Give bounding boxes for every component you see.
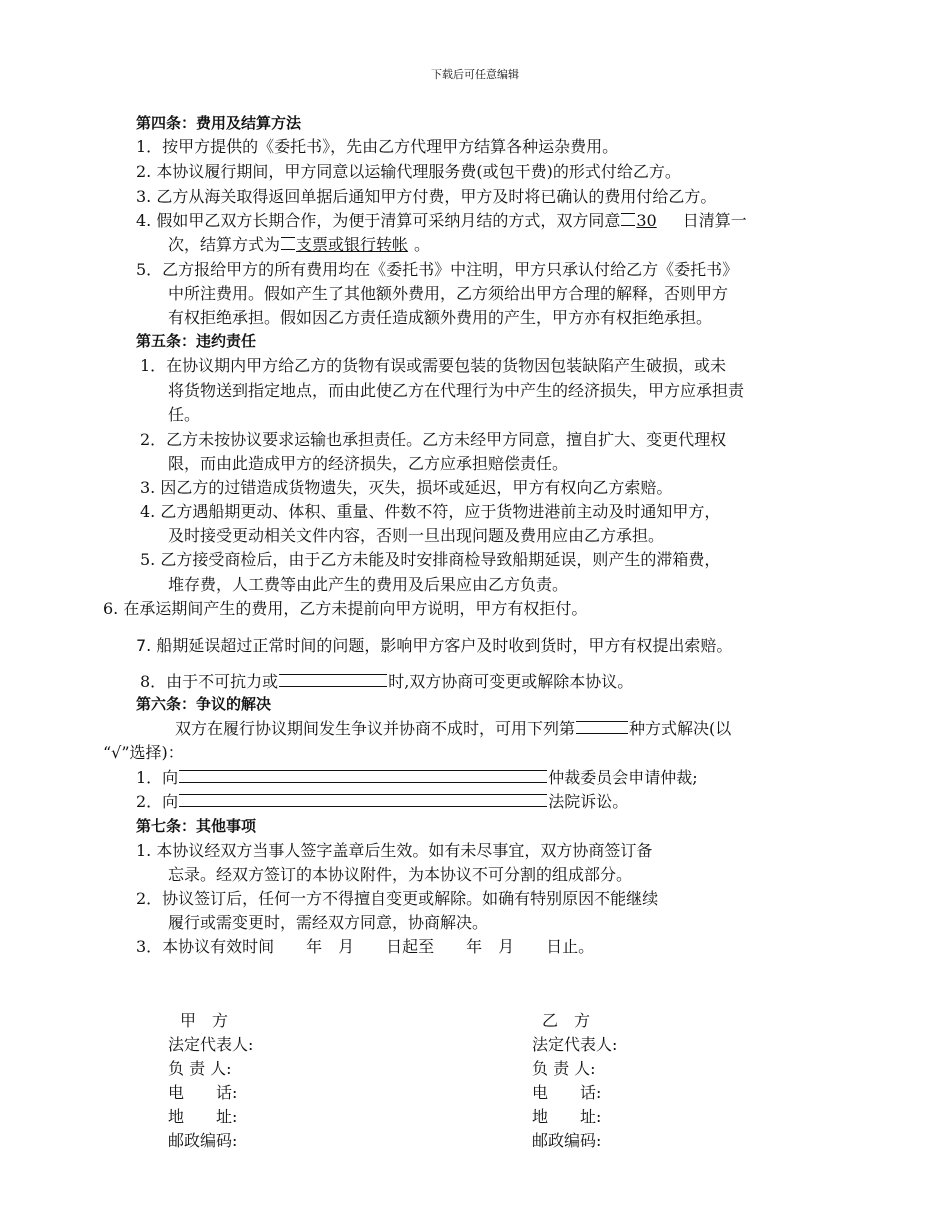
article-6-option-1: [136, 767, 698, 789]
blank-fill: [179, 770, 547, 783]
article-5-item-5-line-2: 堆存费，人工费等由此产生的费用及后果应由乙方负责。: [168, 575, 569, 594]
party-a-legal-rep: 法定代表人:: [168, 1035, 254, 1054]
article-5-item-4-line-2: 及时接受更动相关文件内容，否则一旦出现问题及费用应由乙方承担。: [168, 526, 665, 545]
article-5-item-8: [140, 671, 633, 693]
article-7-item-2: 2．协议签订后，任何一方不得擅自变更或解除。如确有特别原因不能继续: [136, 889, 659, 908]
party-b-postcode: 邮政编码:: [532, 1131, 602, 1150]
article-5-item-6: 6. 在承运期间产生的费用，乙方未提前向甲方说明，甲方有权拒付。: [103, 599, 588, 618]
party-a-responsible: 负 责 人:: [168, 1059, 232, 1078]
article-5-item-8-text-a: 8．由于不可抗力或: [140, 672, 279, 691]
party-b-phone: 电 话:: [532, 1083, 602, 1102]
article-6-option-1-text-a: 1．向: [136, 768, 179, 787]
blank-fill: [179, 794, 547, 807]
party-a-title: 甲 方: [180, 1011, 229, 1030]
party-b-address: 地 址:: [532, 1107, 602, 1126]
article-7-title: 第七条：其他事项: [136, 817, 257, 835]
article-4-item-4: [136, 210, 747, 232]
party-b-title: 乙 方: [542, 1011, 591, 1030]
article-5-item-5: 5. 乙方接受商检后，由于乙方未能及时安排商检导致船期延误，则产生的滞箱费，: [140, 550, 721, 569]
article-6-option-2: [136, 791, 628, 813]
blank-fill: [279, 674, 387, 687]
article-5-item-2-line-2: 限，而由此造成甲方的经济损失，乙方应承担赔偿责任。: [168, 454, 569, 473]
settlement-method-value: 支票或银行转帐: [296, 235, 409, 254]
article-5-item-1: 1．在协议期内甲方给乙方的货物有误或需要包装的货物因包装缺陷产生破损，或未: [140, 356, 727, 375]
blank-fill: [576, 721, 628, 734]
article-4-item-5-line-2: 中所注费用。假如产生了其他额外费用，乙方须给出甲方合理的解释，否则甲方: [168, 284, 729, 303]
article-7-item-1-line-2: 忘录。经双方签订的本协议附件，为本协议不可分割的组成部分。: [168, 865, 633, 884]
article-4-item-1: 1．按甲方提供的《委托书》，先由乙方代理甲方结算各种运杂费用。: [136, 137, 619, 156]
settlement-days-value: 30: [636, 211, 657, 230]
article-5-title: 第五条：违约责任: [136, 332, 257, 350]
article-6-option-1-text-b: 仲裁委员会申请仲裁;: [548, 768, 698, 787]
party-a-address: 地 址:: [168, 1107, 238, 1126]
article-5-item-1-line-2: 将货物送到指定地点，而由此使乙方在代理行为中产生的经济损失，甲方应承担责: [168, 381, 745, 400]
article-6-title: 第六条：争议的解决: [136, 695, 272, 713]
article-4-item-5: 5．乙方报给甲方的所有费用均在《委托书》中注明，甲方只承认付给乙方《委托书》: [136, 260, 739, 279]
article-6-paragraph: [175, 718, 731, 740]
party-a-phone: 电 话:: [168, 1083, 238, 1102]
article-5-item-4: 4. 乙方遇船期更动、体积、重量、件数不符，应于货物进港前主动及时通知甲方，: [140, 502, 721, 521]
article-5-item-7-text-a: 7. 船期延误超过正常时间的问题: [136, 636, 365, 655]
article-7-item-2-line-2: 履行或需变更时，需经双方同意，协商解决。: [168, 913, 489, 932]
article-4-item-4-text-a: 4. 假如甲乙双方长期合作，为便于清算可采纳月结的方式，双方同意: [136, 211, 621, 230]
article-4-item-3: 3. 乙方从海关取得返回单据后通知甲方付费，甲方及时将已确认的费用付给乙方。: [136, 187, 717, 206]
party-a-postcode: 邮政编码:: [168, 1131, 238, 1150]
article-4-item-2: 2. 本协议履行期间，甲方同意以运输代理服务费(或包干费)的形式付给乙方。: [136, 162, 681, 181]
article-4-item-4-text-c: 次，结算方式为: [168, 235, 281, 254]
article-6-option-2-text-b: 法院诉讼。: [548, 792, 629, 811]
party-b-responsible: 负 责 人:: [532, 1059, 596, 1078]
article-7-item-1: 1. 本协议经双方当事人签字盖章后生效。如有未尽事宜，双方协商签订备: [136, 841, 653, 860]
article-4-item-4-text-d: 。: [414, 235, 431, 254]
page-header: 下载后可任意编辑: [431, 68, 519, 81]
blank-fill: [621, 213, 635, 226]
article-5-item-1-line-3: 任。: [168, 405, 201, 424]
article-6-text-a: 双方在履行协议期间发生争议并协商不成时，可用下列第: [175, 719, 576, 738]
article-5-item-7: [136, 635, 732, 657]
article-5-item-7-text-b: ，影响甲方客户及时收到货时，甲方有权提出索赔。: [364, 636, 733, 655]
article-6-option-2-text-a: 2．向: [136, 792, 179, 811]
article-7-item-3: 3．本协议有效时间 年 月 日起至 年 月 日止。: [136, 937, 595, 956]
article-6-text-b: 种方式解决(以: [629, 719, 732, 738]
article-6-paragraph-line-2: “√”选择)：: [103, 743, 184, 762]
blank-fill: [281, 237, 295, 250]
article-5-item-8-text-b: 时,双方协商可变更或解除本协议。: [388, 672, 634, 691]
article-5-item-3: 3. 因乙方的过错造成货物遗失，灭失，损坏或延迟，甲方有权向乙方索赔。: [140, 478, 673, 497]
party-b-legal-rep: 法定代表人:: [532, 1035, 618, 1054]
article-4-item-4-text-b: 日清算一: [682, 211, 747, 230]
article-5-item-2: 2．乙方未按协议要求运输也承担责任。乙方未经甲方同意，擅自扩大、变更代理权: [140, 430, 727, 449]
article-4-title: 第四条：费用及结算方法: [136, 114, 302, 132]
article-4-item-5-line-3: 有权拒绝承担。假如因乙方责任造成额外费用的产生，甲方亦有权拒绝承担。: [168, 308, 713, 327]
article-4-item-4-cont: [168, 234, 430, 256]
